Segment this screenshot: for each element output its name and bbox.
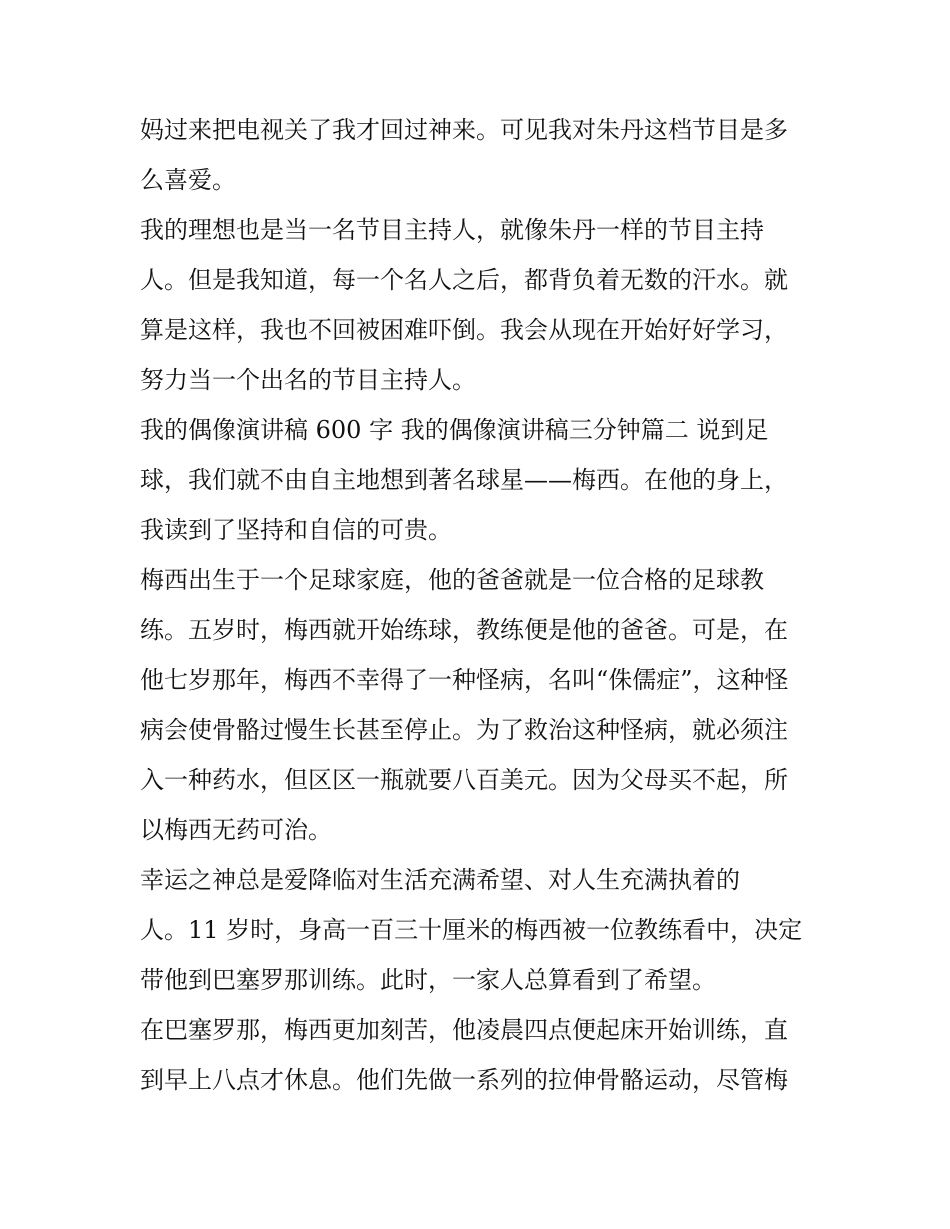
text-line: 人。但是我知道，每一个名人之后，都背负着无数的汗水。就 xyxy=(140,266,788,294)
text-line: 我的理想也是当一名节目主持人，就像朱丹一样的节目主持 xyxy=(140,216,764,244)
text-line: 在巴塞罗那，梅西更加刻苦，他凌晨四点便起床开始训练，直 xyxy=(140,1016,788,1044)
text-line: 我读到了坚持和自信的可贵。 xyxy=(140,516,452,544)
text-line: 病会使骨骼过慢生长甚至停止。为了救治这种怪病，就必须注 xyxy=(140,716,788,744)
text-line: 入一种药水，但区区一瓶就要八百美元。因为父母买不起，所 xyxy=(140,766,788,794)
text-line: 到早上八点才休息。他们先做一系列的拉伸骨骼运动，尽管梅 xyxy=(140,1066,788,1094)
text-line: 带他到巴塞罗那训练。此时，一家人总算看到了希望。 xyxy=(140,966,716,994)
text-line: 算是这样，我也不回被困难吓倒。我会从现在开始好好学习， xyxy=(140,316,788,344)
text-line: 梅西出生于一个足球家庭，他的爸爸就是一位合格的足球教 xyxy=(140,566,764,594)
text-line: 人。11 岁时，身高一百三十厘米的梅西被一位教练看中，决定 xyxy=(140,916,803,944)
text-line: 球，我们就不由自主地想到著名球星——梅西。在他的身上， xyxy=(140,466,788,494)
text-line: 幸运之神总是爱降临对生活充满希望、对人生充满执着的 xyxy=(140,866,740,894)
text-line: 么喜爱。 xyxy=(140,166,236,194)
text-line: 我的偶像演讲稿 600 字 我的偶像演讲稿三分钟篇二 说到足 xyxy=(140,416,769,444)
body-text xyxy=(140,105,820,1105)
text-line: 以梅西无药可治。 xyxy=(140,816,332,844)
text-line: 练。五岁时，梅西就开始练球，教练便是他的爸爸。可是，在 xyxy=(140,616,788,644)
text-line: 努力当一个出名的节目主持人。 xyxy=(140,366,476,394)
text-line: 他七岁那年，梅西不幸得了一种怪病，名叫“侏儒症”，这种怪 xyxy=(140,666,789,694)
text-line: 妈过来把电视关了我才回过神来。可见我对朱丹这档节目是多 xyxy=(140,116,788,144)
